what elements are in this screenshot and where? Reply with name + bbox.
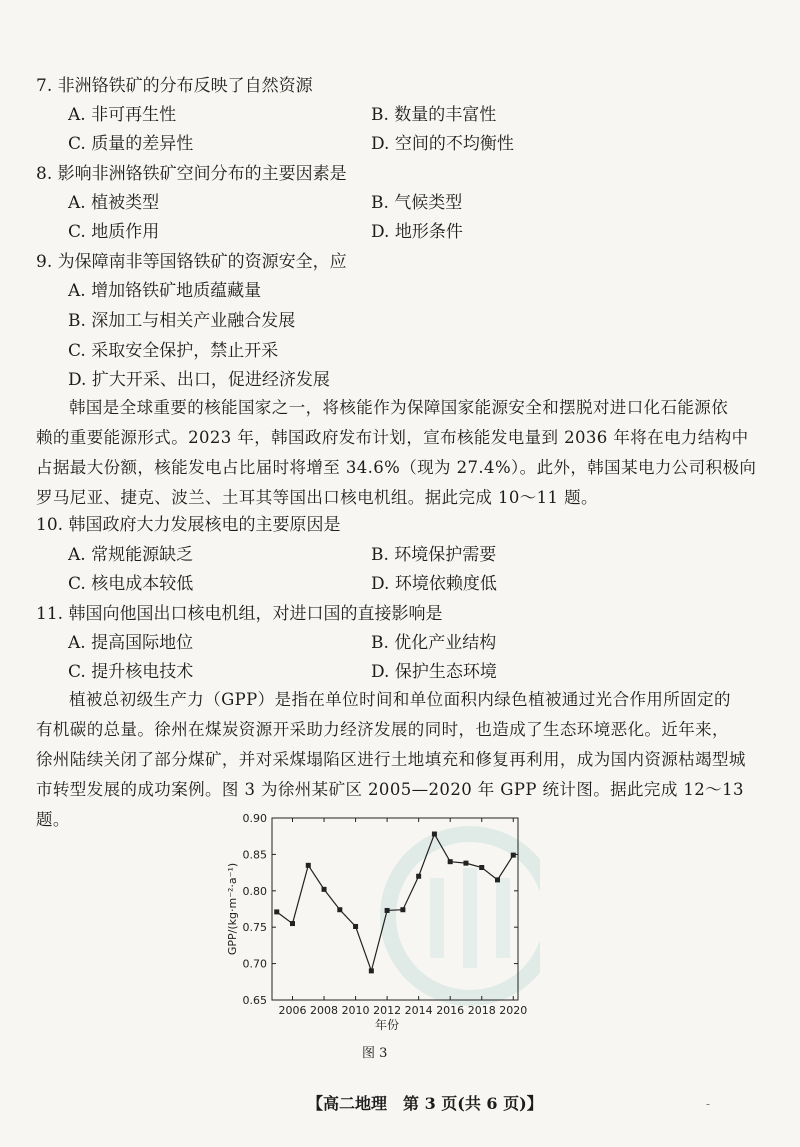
y-tick-label: 0.75 [242, 921, 267, 935]
gpp-data-point [432, 832, 437, 837]
x-tick-label: 2020 [499, 1004, 528, 1017]
gpp-data-point [385, 908, 390, 913]
gpp-data-point [274, 909, 279, 914]
question-11-option-d[interactable]: D. 保护生态环境 [371, 662, 497, 682]
question-8-option-a[interactable]: A. 植被类型 [68, 193, 160, 213]
question-7-option-c[interactable]: C. 质量的差异性 [68, 134, 194, 154]
x-tick-label: 2018 [467, 1004, 496, 1017]
question-7-stem: 7. 非洲铬铁矿的分布反映了自然资源 [36, 76, 313, 96]
gpp-data-point [353, 924, 358, 929]
gpp-data-point [511, 853, 516, 858]
question-11-option-b[interactable]: B. 优化产业结构 [371, 633, 497, 653]
x-tick-label: 2016 [436, 1004, 465, 1017]
watermark-seal [388, 834, 540, 998]
passage-korea-line-3: 占据最大份额，核能发电占比届时将增至 34.6%（现为 27.4%）。此外，韩国某电力公司积极向 [36, 458, 757, 477]
question-8-stem: 8. 影响非洲铬铁矿空间分布的主要因素是 [36, 164, 347, 184]
gpp-data-point [448, 859, 453, 864]
gpp-line-chart [220, 808, 540, 1040]
question-9-option-d[interactable]: D. 扩大开采、出口，促进经济发展 [68, 370, 330, 390]
question-11-option-a[interactable]: A. 提高国际地位 [68, 633, 194, 653]
y-tick-label: 0.90 [242, 812, 267, 825]
gpp-data-point [463, 861, 468, 866]
passage-korea-line-2: 赖的重要能源形式。2023 年，韩国政府发布计划，宣布核能发电量到 2036 年将在电力结构中 [36, 428, 749, 447]
gpp-data-point [400, 907, 405, 912]
gpp-data-point [290, 921, 295, 926]
passage-korea-line-1: 韩国是全球重要的核能国家之一，将核能作为保障国家能源安全和摆脱对进口化石能源依 [69, 398, 729, 417]
gpp-data-point [306, 863, 311, 868]
question-10-option-a[interactable]: A. 常规能源缺乏 [68, 545, 194, 565]
question-8-option-c[interactable]: C. 地质作用 [68, 222, 160, 242]
question-10-stem: 10. 韩国政府大力发展核电的主要原因是 [36, 515, 341, 535]
passage-korea-line-4: 罗马尼亚、捷克、波兰、土耳其等国出口核电机组。据此完成 10～11 题。 [36, 488, 598, 507]
y-tick-label: 0.65 [242, 994, 267, 1007]
y-tick-label: 0.70 [242, 957, 267, 971]
passage-korea [36, 393, 764, 513]
question-9-stem: 9. 为保障南非等国铬铁矿的资源安全，应 [36, 252, 347, 272]
y-tick-label: 0.80 [242, 884, 267, 898]
question-7-option-a[interactable]: A. 非可再生性 [68, 105, 177, 125]
gpp-data-point [369, 968, 374, 973]
y-tick-label: 0.85 [242, 848, 267, 862]
question-9-option-b[interactable]: B. 深加工与相关产业融合发展 [68, 311, 296, 331]
gpp-data-point [479, 865, 484, 870]
question-7-option-d[interactable]: D. 空间的不均衡性 [371, 134, 514, 154]
passage-gpp-line-3: 徐州陆续关闭了部分煤矿，并对采煤塌陷区进行土地填充和修复再利用，成为国内资源枯竭型城 [36, 750, 746, 769]
x-tick-label: 2006 [278, 1004, 307, 1017]
question-10-option-c[interactable]: C. 核电成本较低 [68, 574, 194, 594]
x-tick-label: 2010 [341, 1004, 370, 1017]
gpp-data-point [495, 877, 500, 882]
passage-gpp-line-4: 市转型发展的成功案例。图 3 为徐州某矿区 2005—2020 年 GPP 统计图。据此完成 12～13 题。 [36, 780, 744, 829]
gpp-data-point [416, 874, 421, 879]
chart-plot-layer [226, 812, 527, 1032]
question-10-option-d[interactable]: D. 环境依赖度低 [371, 574, 497, 594]
gpp-data-point [322, 887, 327, 892]
question-11-option-c[interactable]: C. 提升核电技术 [68, 662, 194, 682]
footer-mark: - [706, 1097, 711, 1111]
page-footer: 【高二地理 第 3 页(共 6 页)】 [307, 1094, 543, 1113]
figure-caption: 图 3 [362, 1046, 388, 1061]
passage-gpp-line-2: 有机碳的总量。徐州在煤炭资源开采助力经济发展的同时，也造成了生态环境恶化。近年来， [36, 720, 729, 739]
question-7-option-b[interactable]: B. 数量的丰富性 [371, 105, 497, 125]
x-axis-label: 年份 [374, 1018, 400, 1032]
question-8-option-d[interactable]: D. 地形条件 [371, 222, 463, 242]
question-11-stem: 11. 韩国向他国出口核电机组，对进口国的直接影响是 [36, 604, 443, 624]
y-axis-label: GPP/(kg·m⁻²·a⁻¹) [226, 862, 239, 956]
question-8-option-b[interactable]: B. 气候类型 [371, 193, 463, 213]
x-tick-label: 2014 [404, 1004, 433, 1017]
x-tick-label: 2012 [373, 1004, 402, 1017]
question-10-option-b[interactable]: B. 环境保护需要 [371, 545, 497, 565]
passage-gpp-line-1: 植被总初级生产力（GPP）是指在单位时间和单位面积内绿色植被通过光合作用所固定的 [69, 690, 731, 709]
question-9-option-a[interactable]: A. 增加铬铁矿地质蕴藏量 [68, 281, 262, 301]
x-tick-label: 2008 [310, 1004, 339, 1017]
question-9-option-c[interactable]: C. 采取安全保护，禁止开采 [68, 341, 279, 361]
gpp-data-point [337, 907, 342, 912]
